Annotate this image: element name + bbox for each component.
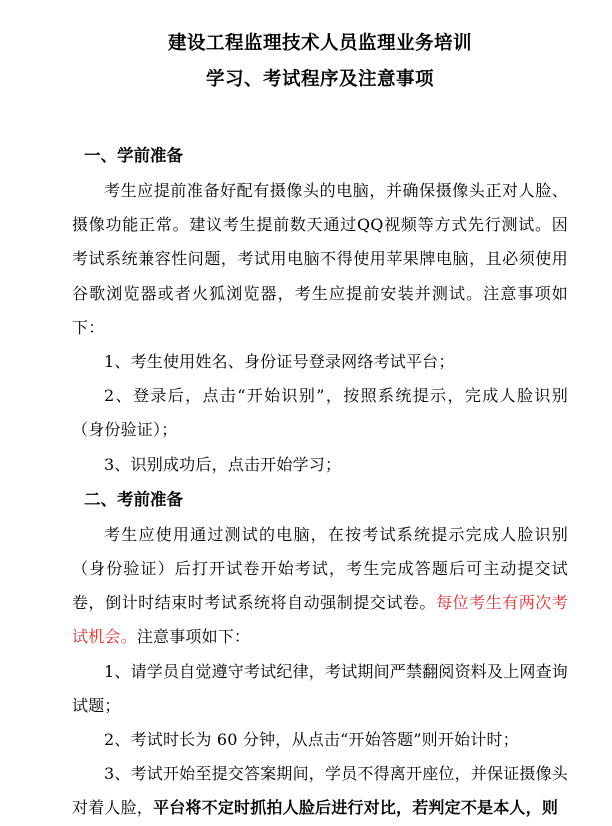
section1-heading: 一、学前准备 bbox=[84, 146, 183, 165]
section2-item-3-text: 3、考试开始至提交答案期间，学员不得离开座位，并保证摄像头对着人脸， bbox=[72, 764, 568, 818]
section2-item-2: 2、考试时长为 60 分钟，从点击“开始答题”则开始计时； bbox=[104, 730, 519, 750]
document-subtitle: 学习、考试程序及注意事项 bbox=[205, 69, 434, 90]
section2-item-3-bold: 平台将不定时抓拍人脸后进行对比，若判定不是本人，则 bbox=[153, 798, 559, 818]
document-title: 建设工程监理技术人员监理业务培训 bbox=[167, 33, 472, 54]
section2-intro-text: 考生应使用通过测试的电脑，在按考试系统提示完成人脸识别（身份验证）后打开试卷开始考试，考生完成答题后可主动提交试卷，倒计时结束时考试系统将自动强制提交试卷。 bbox=[72, 524, 568, 613]
section1-item-2: 2、登录后，点击“开始识别”，按照系统提示，完成人脸识别（身份验证）； bbox=[72, 386, 568, 440]
section2-intro bbox=[72, 518, 568, 655]
section2-item-3 bbox=[72, 757, 568, 825]
section2-intro-tail: 注意事项如下： bbox=[136, 627, 251, 647]
section2-heading: 二、考前准备 bbox=[84, 489, 183, 509]
section2-item-1: 1、请学员自觉遵守考试纪律，考试期间严禁翻阅资料及上网查询试题； bbox=[72, 661, 568, 715]
section1-item-3: 3、识别成功后，点击开始学习； bbox=[104, 454, 342, 474]
exam-chances-highlight: 每位考生有两次考试机会。 bbox=[72, 593, 568, 647]
section1-item-1: 1、考生使用姓名、身份证号登录网络考试平台； bbox=[104, 352, 455, 372]
section1-intro: 考生应提前准备好配有摄像头的电脑，并确保摄像头正对人脸、摄像功能正常。建议考生提前数天通过QQ视频等方式先行测试。因考试系统兼容性问题，考试用电脑不得使用苹果牌电脑，且必须使用谷歌浏览器或者火狐浏览器，考生应提前安装并测试。注意事项如下： bbox=[72, 181, 568, 337]
